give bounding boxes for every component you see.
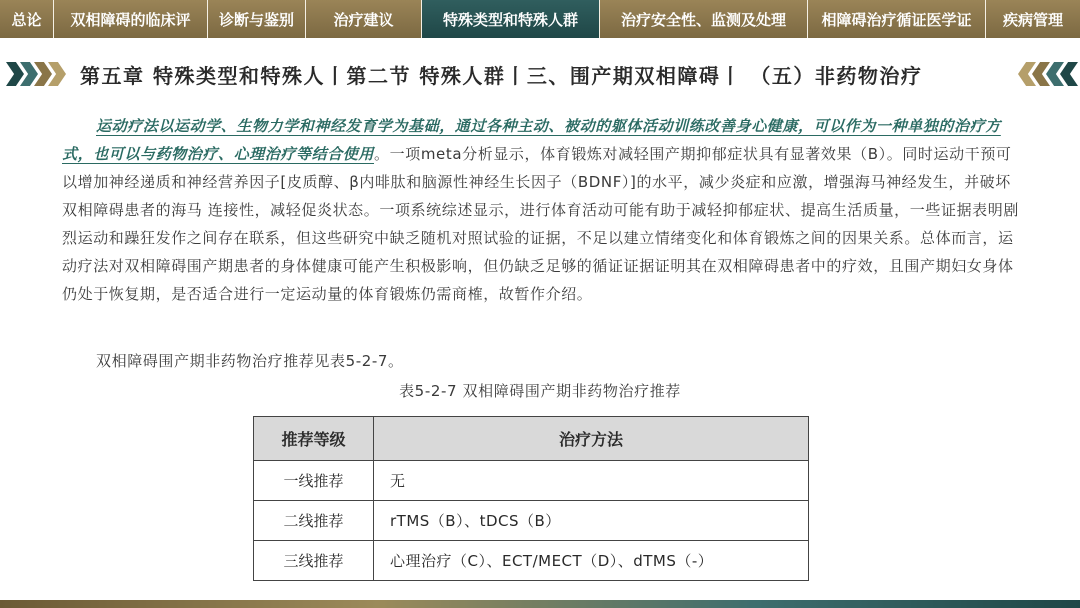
chevron-right-decoration-icon <box>1018 62 1074 86</box>
method-cell: 无 <box>374 461 809 501</box>
grade-cell: 一线推荐 <box>254 461 374 501</box>
highlighted-text: 运动疗法以运动学、生物力学和神经发育学为基础，通过各种主动、被动的躯体活动训练改善身心健康，可以作为一种单独的治疗方式，也可以与药物治疗、心理治疗等结合使用 <box>62 117 1001 163</box>
table-reference-text: 双相障碍围产期非药物治疗推荐见表5-2-7。 <box>96 352 404 370</box>
nav-tab[interactable]: 治疗安全性、监测及处理 <box>600 0 808 38</box>
bottom-decoration-stripe <box>0 600 1080 608</box>
nav-tab[interactable]: 双相障碍的临床评 <box>54 0 208 38</box>
nav-tab[interactable]: 诊断与鉴别 <box>208 0 306 38</box>
main-content <box>62 112 1022 308</box>
table-header-row <box>254 417 809 461</box>
page-title: 第五章 特殊类型和特殊人丨第二节 特殊人群丨三、围产期双相障碍丨 （五）非药物治疗 <box>80 64 923 88</box>
top-nav <box>0 0 1080 40</box>
nav-tab[interactable]: 特殊类型和特殊人群 <box>422 0 600 38</box>
method-cell: 心理治疗（C）、ECT/MECT（D）、dTMS（-） <box>374 541 809 581</box>
body-text: 。一项meta分析显示，体育锻炼对减轻围产期抑郁症状具有显著效果（B）。同时运动干预可以增加神经递质和神经营养因子[皮质醇、β内啡肽和脑源性神经生长因子（BDNF）]的水平，减少炎症和应激，增强海马神经发生，并破坏双相障碍患者的海马 连接性，减轻促炎状态。一项系统综述显示，进行体育活动可能有助于减轻抑郁症状、提高生活质量，一些证据表明剧烈运动和躁狂发作之间存在联系，但这些研究中缺乏随机对照试验的证据，不足以建立情绪变化和体育锻炼之间的因果关系。总体而言，运动疗法对双相障碍围产期患者的身体健康可能产生积极影响，但仍缺乏足够的循证证据证明其在双相障碍患者中的疗效，且围产期妇女身体仍处于恢复期，是否适合进行一定运动量的体育锻炼仍需商榷，故暂作介绍。 <box>62 145 1019 303</box>
table-row <box>254 541 809 581</box>
body-paragraph <box>62 112 1022 308</box>
nav-tab[interactable]: 疾病管理 <box>986 0 1080 38</box>
method-cell: rTMS（B）、tDCS（B） <box>374 501 809 541</box>
column-header-method: 治疗方法 <box>374 417 809 461</box>
table-caption: 表5-2-7 双相障碍围产期非药物治疗推荐 <box>399 382 681 400</box>
table-row <box>254 461 809 501</box>
grade-cell: 三线推荐 <box>254 541 374 581</box>
table-row <box>254 501 809 541</box>
chevron-left-decoration-icon <box>6 62 62 86</box>
nav-tab[interactable]: 治疗建议 <box>306 0 422 38</box>
nav-tab[interactable]: 相障碍治疗循证医学证 <box>808 0 986 38</box>
grade-cell: 二线推荐 <box>254 501 374 541</box>
column-header-grade: 推荐等级 <box>254 417 374 461</box>
nav-tab[interactable]: 总论 <box>0 0 54 38</box>
title-bar <box>0 56 1080 92</box>
recommendation-table <box>253 416 809 581</box>
